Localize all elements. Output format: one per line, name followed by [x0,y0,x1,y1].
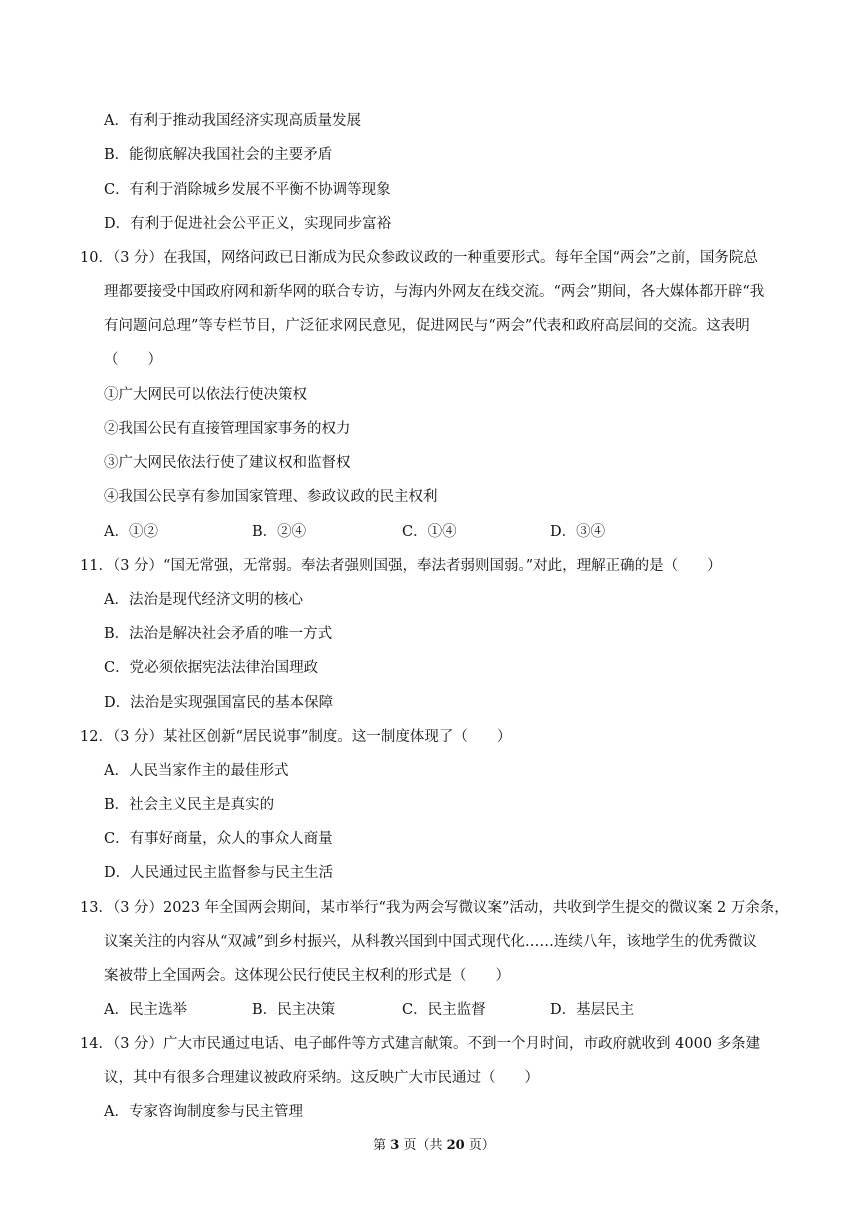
footer-prefix: 第 [373,1138,387,1153]
q10-option-a: A．①② [104,524,158,540]
q13-option-a: A．民主选举 [104,1002,187,1018]
q11-stem: 11．（3 分）“国无常强，无常弱。奉法者强则国强，奉法者弱则国弱。”对此，理解正确的是（ ） [80,558,722,574]
q12-stem: 12．（3 分）某社区创新“居民说事”制度。这一制度体现了（ ） [80,729,512,745]
footer-page-number: 3 [390,1138,400,1153]
q10-stem-line-3: 有问题问总理”等专栏节目，广泛征求网民意见，促进网民与“两会”代表和政府高层间的交流。这表明 [104,318,750,334]
q11-option-c: C．党必须依据宪法法律治国理政 [104,660,319,676]
q14-stem-line-1: 14．（3 分）广大市民通过电话、电子邮件等方式建言献策。不到一个月时间，市政府就收到 4000 多条建 [80,1036,761,1052]
q10-option-d: D．③④ [550,524,606,540]
q10-answer-blank: （ ） [104,352,162,368]
q10-option-b: B．②④ [252,524,307,540]
q11-option-b: B．法治是解决社会矛盾的唯一方式 [104,626,333,642]
q12-option-d: D．人民通过民主监督参与民主生活 [104,865,334,881]
q12-option-c: C．有事好商量，众人的事众人商量 [104,831,333,847]
q14-stem-line-2: 议，其中有很多合理建议被政府采纳。这反映广大市民通过（ ） [104,1070,539,1086]
q13-stem-line-2: 议案关注的内容从“双减”到乡村振兴，从科教兴国到中国式现代化……连续八年，该地学生的优秀微议 [104,934,757,950]
q10-statement-3: ③广大网民依法行使了建议权和监督权 [104,455,351,471]
q11-option-a: A．法治是现代经济文明的核心 [104,592,303,608]
q12-option-b: B．社会主义民主是真实的 [104,797,275,813]
q10-option-c: C．①④ [402,524,457,540]
page-footer [0,1137,868,1155]
q10-statement-4: ④我国公民享有参加国家管理、参政议政的民主权利 [104,489,438,505]
q13-stem-line-1: 13．（3 分）2023 年全国两会期间，某市举行“我为两会写微议案”活动，共收到学生提交的微议案 2 万余条， [80,900,789,916]
q14-option-a: A．专家咨询制度参与民主管理 [104,1104,303,1120]
q13-option-b: B．民主决策 [252,1002,336,1018]
q12-option-a: A．人民当家作主的最佳形式 [104,763,289,779]
q10-statement-1: ①广大网民可以依法行使决策权 [104,387,307,403]
q10-stem-line-1: 10．（3 分）在我国，网络问政已日渐成为民众参政议政的一种重要形式。每年全国“两会”之前，国务院总 [80,250,758,266]
q10-statement-2: ②我国公民有直接管理国家事务的权力 [104,421,351,437]
q11-option-d: D．法治是实现强国富民的基本保障 [104,695,334,711]
q9-option-a: A．有利于推动我国经济实现高质量发展 [104,113,361,129]
q9-option-d: D．有利于促进社会公平正义，实现同步富裕 [104,216,392,232]
q13-option-d: D．基层民主 [550,1002,635,1018]
footer-total-pages: 20 [446,1138,465,1153]
footer-suffix: 页） [468,1138,495,1153]
q10-stem-line-2: 理都要接受中国政府网和新华网的联合专访，与海内外网友在线交流。“两会”期间，各大媒体都开辟“我 [104,284,765,300]
q9-option-c: C．有利于消除城乡发展不平衡不协调等现象 [104,182,391,198]
footer-middle: 页（共 [403,1138,443,1153]
q9-option-b: B．能彻底解决我国社会的主要矛盾 [104,147,333,163]
q13-stem-line-3: 案被带上全国两会。这体现公民行使民主权利的形式是（ ） [104,968,510,984]
q13-option-c: C．民主监督 [402,1002,486,1018]
